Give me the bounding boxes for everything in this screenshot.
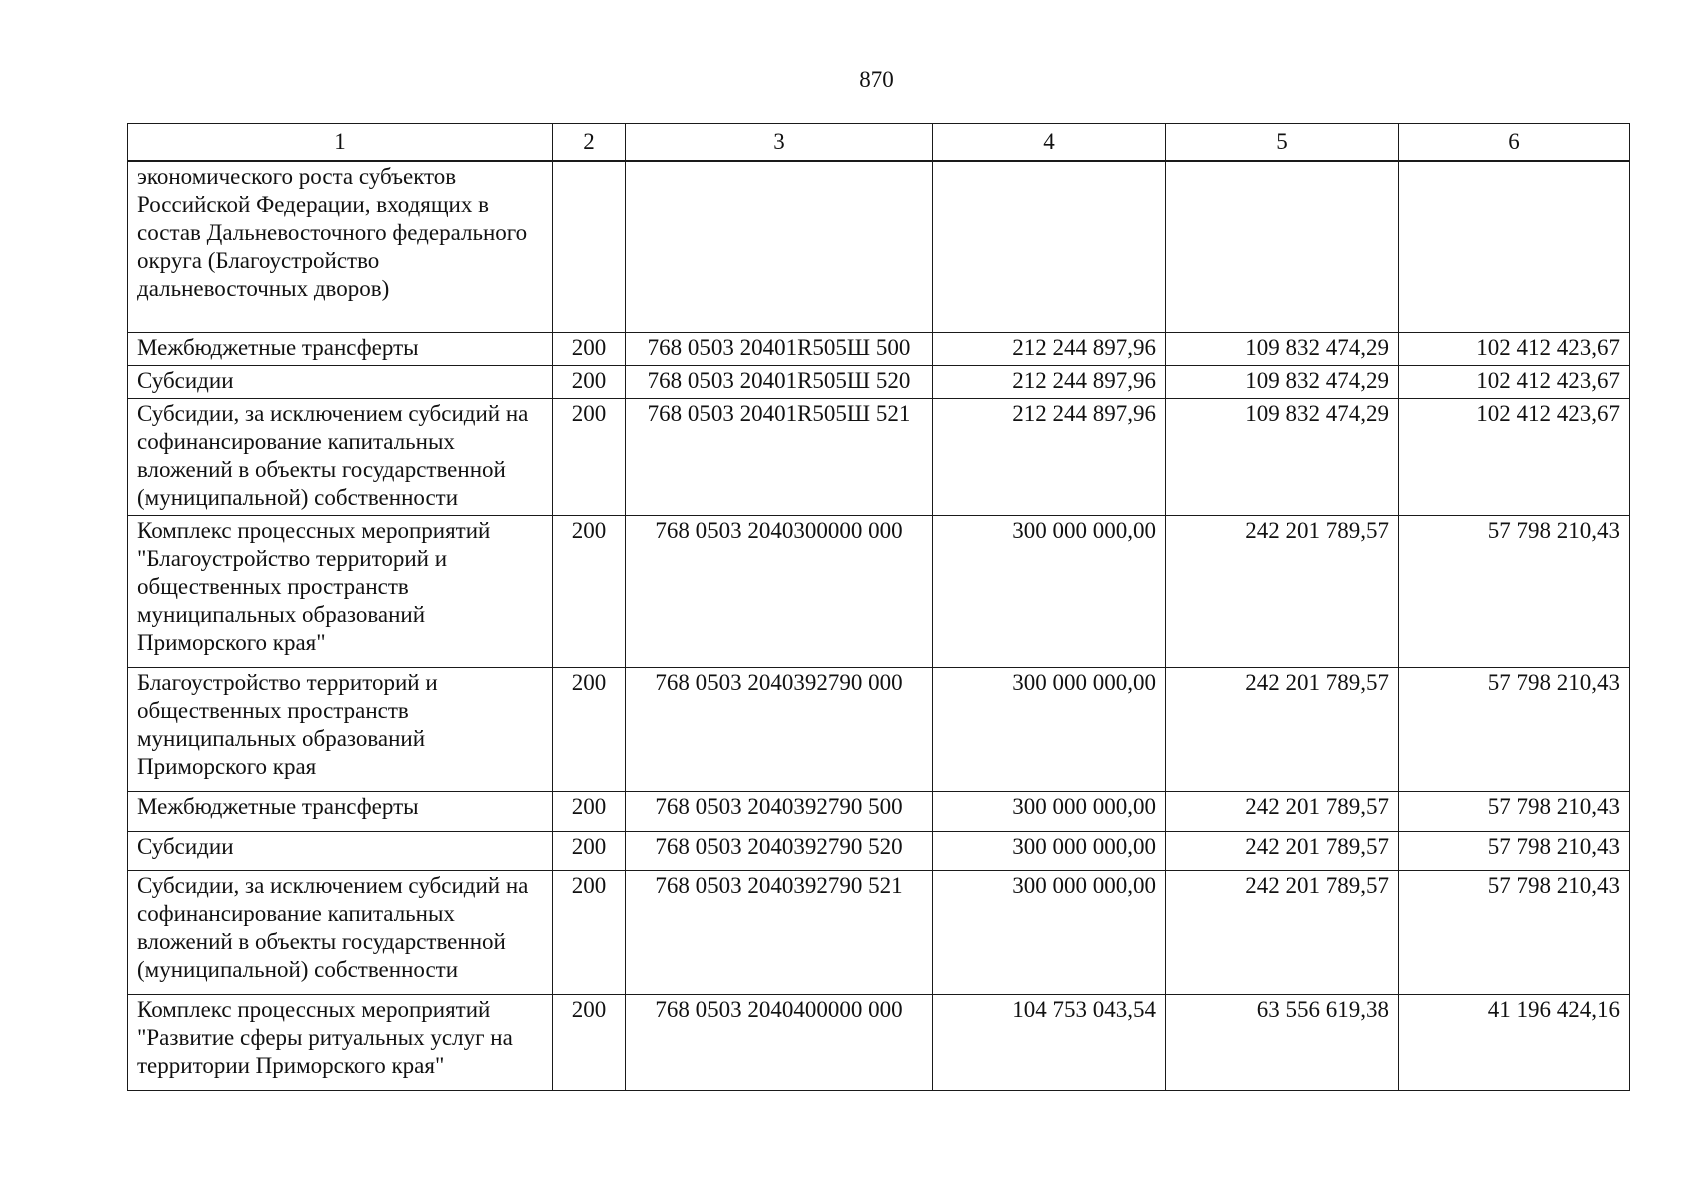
- row-name: Комплекс процессных мероприятий "Развитие сферы ритуальных услуг на территории Приморского края": [128, 994, 553, 1090]
- row-value-4: 300 000 000,00: [933, 831, 1166, 870]
- row-value-4: 212 244 897,96: [933, 332, 1166, 365]
- row-value-6: 102 412 423,67: [1399, 332, 1630, 365]
- row-name: Субсидии, за исключением субсидий на софинансирование капитальных вложений в объекты государственной (муниципальной) собственности: [128, 870, 553, 994]
- row-grbs: 200: [553, 332, 626, 365]
- column-header: 4: [933, 124, 1166, 162]
- row-value-5: 242 201 789,57: [1166, 667, 1399, 791]
- row-name: Субсидии, за исключением субсидий на софинансирование капитальных вложений в объекты государственной (муниципальной) собственности: [128, 398, 553, 515]
- table-row: [128, 870, 1630, 994]
- row-value-6: 57 798 210,43: [1399, 870, 1630, 994]
- row-value-6: 57 798 210,43: [1399, 831, 1630, 870]
- row-code: 768 0503 20401R505Ш 500: [626, 332, 933, 365]
- table-row: [128, 161, 1630, 332]
- row-code: 768 0503 2040400000 000: [626, 994, 933, 1090]
- row-value-4: 300 000 000,00: [933, 515, 1166, 667]
- row-code: 768 0503 2040300000 000: [626, 515, 933, 667]
- row-code: 768 0503 20401R505Ш 521: [626, 398, 933, 515]
- table-row: [128, 831, 1630, 870]
- row-grbs: 200: [553, 870, 626, 994]
- row-value-5: 63 556 619,38: [1166, 994, 1399, 1090]
- row-grbs: 200: [553, 791, 626, 831]
- row-grbs: 200: [553, 831, 626, 870]
- row-value-5: 109 832 474,29: [1166, 398, 1399, 515]
- row-grbs: 200: [553, 667, 626, 791]
- page-number: 870: [859, 67, 894, 92]
- row-value-5: 109 832 474,29: [1166, 365, 1399, 398]
- row-value-5: 242 201 789,57: [1166, 515, 1399, 667]
- column-header: 6: [1399, 124, 1630, 162]
- column-header: 3: [626, 124, 933, 162]
- row-grbs: 200: [553, 398, 626, 515]
- row-value-5: 109 832 474,29: [1166, 332, 1399, 365]
- row-value-4: 300 000 000,00: [933, 870, 1166, 994]
- row-value-6: 102 412 423,67: [1399, 365, 1630, 398]
- row-value-6: 57 798 210,43: [1399, 791, 1630, 831]
- row-code: [626, 161, 933, 332]
- row-grbs: [553, 161, 626, 332]
- row-value-5: [1166, 161, 1399, 332]
- table-row: [128, 667, 1630, 791]
- row-name: Благоустройство территорий и общественных пространств муниципальных образований Приморского края: [128, 667, 553, 791]
- row-value-6: 57 798 210,43: [1399, 667, 1630, 791]
- row-value-5: 242 201 789,57: [1166, 791, 1399, 831]
- table-row: [128, 398, 1630, 515]
- row-name: Комплекс процессных мероприятий "Благоустройство территорий и общественных пространств муниципальных образований Приморского края": [128, 515, 553, 667]
- row-grbs: 200: [553, 365, 626, 398]
- budget-table: [127, 123, 1630, 1091]
- column-header: 1: [128, 124, 553, 162]
- row-name: Межбюджетные трансферты: [128, 791, 553, 831]
- row-value-4: [933, 161, 1166, 332]
- row-code: 768 0503 20401R505Ш 520: [626, 365, 933, 398]
- row-grbs: 200: [553, 994, 626, 1090]
- table-row: [128, 365, 1630, 398]
- row-value-4: 300 000 000,00: [933, 791, 1166, 831]
- row-value-5: 242 201 789,57: [1166, 870, 1399, 994]
- table-row: [128, 515, 1630, 667]
- row-value-4: 212 244 897,96: [933, 365, 1166, 398]
- row-value-6: 102 412 423,67: [1399, 398, 1630, 515]
- row-grbs: 200: [553, 515, 626, 667]
- table-row: [128, 994, 1630, 1090]
- row-value-4: 300 000 000,00: [933, 667, 1166, 791]
- row-name: Субсидии: [128, 365, 553, 398]
- row-code: 768 0503 2040392790 500: [626, 791, 933, 831]
- row-value-6: [1399, 161, 1630, 332]
- row-value-6: 57 798 210,43: [1399, 515, 1630, 667]
- column-header: 2: [553, 124, 626, 162]
- column-header: 5: [1166, 124, 1399, 162]
- row-code: 768 0503 2040392790 520: [626, 831, 933, 870]
- row-value-6: 41 196 424,16: [1399, 994, 1630, 1090]
- row-name: экономического роста субъектов Российской Федерации, входящих в состав Дальневосточного федерального округа (Благоустройство дальневосточных дворов): [128, 161, 553, 332]
- row-name: Межбюджетные трансферты: [128, 332, 553, 365]
- row-code: 768 0503 2040392790 521: [626, 870, 933, 994]
- row-name: Субсидии: [128, 831, 553, 870]
- header-row: [128, 124, 1630, 162]
- table-row: [128, 791, 1630, 831]
- row-value-4: 104 753 043,54: [933, 994, 1166, 1090]
- row-value-5: 242 201 789,57: [1166, 831, 1399, 870]
- table-row: [128, 332, 1630, 365]
- row-code: 768 0503 2040392790 000: [626, 667, 933, 791]
- row-value-4: 212 244 897,96: [933, 398, 1166, 515]
